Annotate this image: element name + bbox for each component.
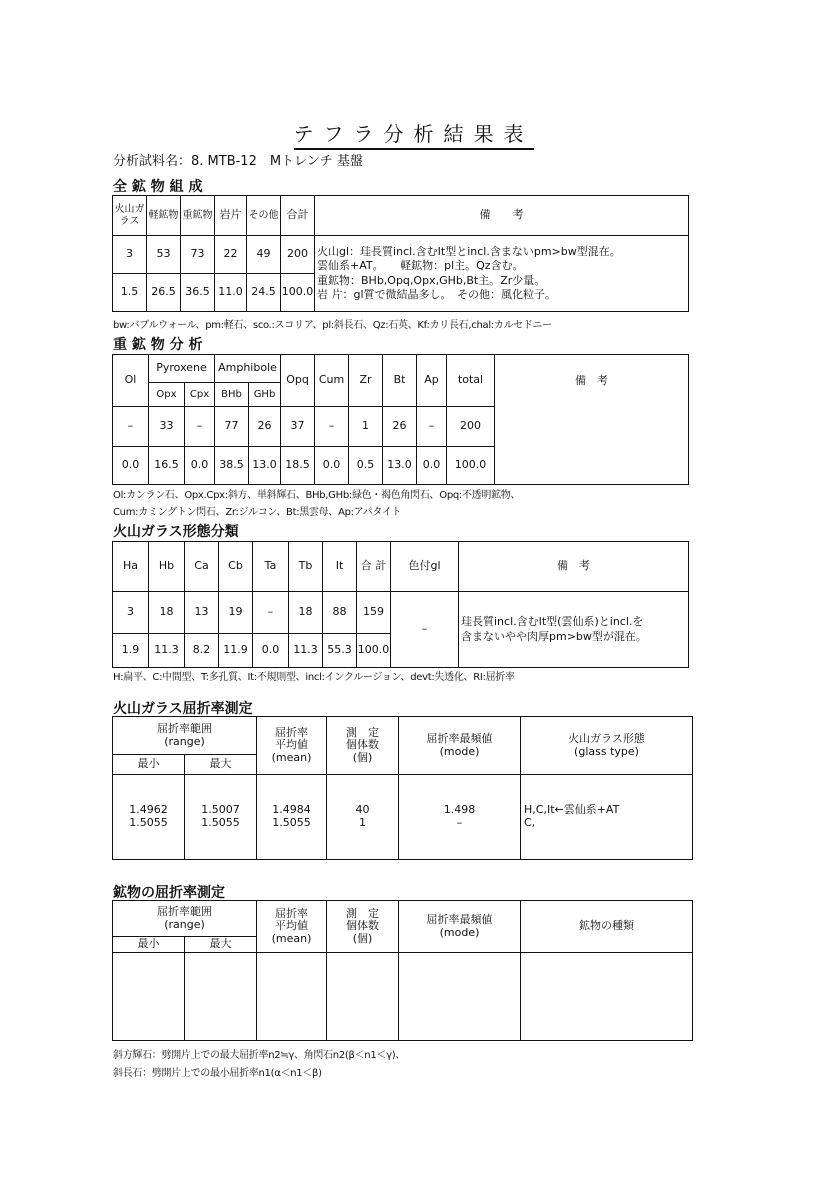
header-mean xyxy=(257,901,327,953)
cell: 18.5 xyxy=(281,447,315,485)
header-amphibole: Amphibole xyxy=(215,355,281,383)
header-mean xyxy=(257,717,327,775)
header-max: 最大 xyxy=(185,755,257,775)
header-remarks: 備 考 xyxy=(459,542,689,592)
mode-label: 屈折率最頻値 xyxy=(426,731,493,745)
cell: 0.0 xyxy=(417,447,447,485)
cell: 26.5 xyxy=(147,274,181,312)
cell: 3 xyxy=(113,592,149,634)
remarks-cell xyxy=(315,236,689,312)
glass-type-cell xyxy=(521,775,693,860)
cell: 77 xyxy=(215,407,249,447)
max-cell xyxy=(185,775,257,860)
header-volcanic-glass: 火山ガラス xyxy=(113,196,147,236)
page-title: テフラ分析結果表 xyxy=(0,118,827,147)
cell: 100.0 xyxy=(447,447,495,485)
header-count xyxy=(327,717,399,775)
cell: – xyxy=(185,407,215,447)
cell: 8.2 xyxy=(185,634,219,668)
mean-en-label: (mean) xyxy=(271,931,312,945)
count-label: 測 定 xyxy=(346,906,379,920)
count-label: (個) xyxy=(352,750,373,764)
header-ta: Ta xyxy=(253,542,289,592)
mode-cell xyxy=(399,775,521,860)
header-ap: Ap xyxy=(417,355,447,407)
range-en-label: (range) xyxy=(164,917,205,931)
cell: 3 xyxy=(113,236,147,274)
range-label: 屈折率範囲 xyxy=(157,904,212,918)
header-cum: Cum xyxy=(315,355,349,407)
cell: 159 xyxy=(357,592,391,634)
value: 1.498 xyxy=(443,803,476,817)
cell: 0.0 xyxy=(113,447,149,485)
header-tb: Tb xyxy=(289,542,323,592)
header-cb: Cb xyxy=(219,542,253,592)
header-light-mineral: 軽鉱物 xyxy=(147,196,181,236)
value: 1.4962 xyxy=(129,803,168,817)
header-range xyxy=(113,901,257,937)
empty-cell xyxy=(327,953,399,1041)
section-heading-glass-morphology: 火山ガラス形態分類 xyxy=(113,524,239,540)
value: H,C,It←雲仙系+AT xyxy=(524,803,620,817)
cell: 73 xyxy=(181,236,215,274)
cell: 11.3 xyxy=(289,634,323,668)
cell: 1.9 xyxy=(113,634,149,668)
legend-note: 斜方輝石：劈開片上での最大屈折率n2≒γ、角閃石n2(β＜n1＜γ)、 xyxy=(113,1050,406,1061)
cell: 38.5 xyxy=(215,447,249,485)
glass-morphology-table xyxy=(112,541,689,668)
mode-en-label: (mode) xyxy=(439,925,480,939)
mean-label: 屈折率 xyxy=(275,906,308,920)
cell: 0.0 xyxy=(315,447,349,485)
mean-label: 平均値 xyxy=(275,919,308,933)
header-ghb: GHb xyxy=(249,383,281,407)
cell: 200 xyxy=(447,407,495,447)
mean-cell xyxy=(257,775,327,860)
header-bhb: BHb xyxy=(215,383,249,407)
header-other: その他 xyxy=(247,196,281,236)
empty-cell xyxy=(113,953,185,1041)
colored-glass-cell: – xyxy=(391,592,459,668)
cell: 100.0 xyxy=(281,274,315,312)
cell: 36.5 xyxy=(181,274,215,312)
cell: 0.0 xyxy=(253,634,289,668)
header-total: 合計 xyxy=(281,196,315,236)
count-cell xyxy=(327,775,399,860)
header-max: 最大 xyxy=(185,937,257,953)
value: 1.5055 xyxy=(201,816,240,829)
count-label: 個体数 xyxy=(346,919,379,933)
mineral-refractive-index-table xyxy=(112,900,693,1041)
remark-line: 火山gl：珪長質incl.含むIt型とincl.含まないpm>bw型混在。 xyxy=(317,244,621,258)
cell: 37 xyxy=(281,407,315,447)
cell: 26 xyxy=(383,407,417,447)
cell: 0.0 xyxy=(185,447,215,485)
cell: – xyxy=(417,407,447,447)
remarks-cell xyxy=(459,592,689,668)
range-en-label: (range) xyxy=(164,734,205,748)
cell: 100.0 xyxy=(357,634,391,668)
mode-label: 屈折率最頻値 xyxy=(426,912,493,926)
value: C, xyxy=(524,816,536,829)
cell: 200 xyxy=(281,236,315,274)
header-cpx: Cpx xyxy=(185,383,215,407)
cell: 16.5 xyxy=(149,447,185,485)
total-mineral-table xyxy=(112,195,689,312)
header-bt: Bt xyxy=(383,355,417,407)
cell: 24.5 xyxy=(247,274,281,312)
remark-line: 重鉱物：BHb,Opq,Opx,GHb,Bt主。Zr少量。 xyxy=(317,273,546,287)
count-label: (個) xyxy=(352,931,373,945)
header-heavy-mineral: 重鉱物 xyxy=(181,196,215,236)
remark-line: 岩 片：gl質で微結晶多し。 その他：風化粒子。 xyxy=(317,287,557,301)
header-remarks: 備 考 xyxy=(315,196,689,236)
header-total: 合 計 xyxy=(357,542,391,592)
section-heading-mineral-refractive-index: 鉱物の屈折率測定 xyxy=(113,885,225,901)
remark-line: 含まないやや肉厚pm>bw型が混在。 xyxy=(461,629,647,643)
glass-type-label: 火山ガラス形態 xyxy=(568,731,645,745)
count-label: 測 定 xyxy=(346,725,379,739)
header-ha: Ha xyxy=(113,542,149,592)
legend-note: 斜長石：劈開片上での最小屈折率n1(α＜n1＜β) xyxy=(113,1068,322,1079)
section-heading-heavy-mineral: 重 鉱 物 分 析 xyxy=(113,337,203,353)
header-min: 最小 xyxy=(113,937,185,953)
legend-note: Ol:カンラン石、Opx.Cpx:斜方、単斜輝石、BHb,GHb:緑色・褐色角閃石、Opq:不透明鉱物、 xyxy=(113,490,521,501)
empty-cell xyxy=(399,953,521,1041)
header-mode xyxy=(399,717,521,775)
header-min: 最小 xyxy=(113,755,185,775)
cell: 1 xyxy=(349,407,383,447)
value: 1.5055 xyxy=(272,816,311,829)
cell: 55.3 xyxy=(323,634,357,668)
sample-name: 分析試料名：8. MTB-12 Mトレンチ 基盤 xyxy=(113,154,363,169)
empty-cell xyxy=(257,953,327,1041)
header-pyroxene: Pyroxene xyxy=(149,355,215,383)
cell: 19 xyxy=(219,592,253,634)
mean-label: 平均値 xyxy=(275,738,308,752)
legend-note: Cum:カミングトン閃石、Zr:ジルコン、Bt:黒雲母、Ap:アパタイト xyxy=(113,507,402,518)
header-it: It xyxy=(323,542,357,592)
empty-cell xyxy=(185,953,257,1041)
header-colored-glass: 色付gl xyxy=(391,542,459,592)
cell: 1.5 xyxy=(113,274,147,312)
count-label: 個体数 xyxy=(346,738,379,752)
cell: 49 xyxy=(247,236,281,274)
cell: 13.0 xyxy=(383,447,417,485)
cell: – xyxy=(253,592,289,634)
cell: 11.0 xyxy=(215,274,247,312)
cell: 0.5 xyxy=(349,447,383,485)
header-opq: Opq xyxy=(281,355,315,407)
cell: – xyxy=(315,407,349,447)
header-range xyxy=(113,717,257,755)
cell: 26 xyxy=(249,407,281,447)
glass-type-en-label: (glass type) xyxy=(574,744,639,758)
mean-en-label: (mean) xyxy=(271,750,312,764)
cell: 22 xyxy=(215,236,247,274)
heavy-mineral-table xyxy=(112,354,689,485)
section-heading-glass-refractive-index: 火山ガラス屈折率測定 xyxy=(113,701,253,717)
header-zr: Zr xyxy=(349,355,383,407)
value: 1.5055 xyxy=(129,816,168,829)
mode-en-label: (mode) xyxy=(439,744,480,758)
cell: 13 xyxy=(185,592,219,634)
value: 40 xyxy=(355,803,370,817)
value: 1.4984 xyxy=(272,803,311,817)
header-count xyxy=(327,901,399,953)
legend-note: bw:バブルウォール、pm:軽石、sco.:スコリア、pl:斜長石、Qz:石英、Kf:カリ長石,chal:カルセドニー xyxy=(113,320,552,331)
value: – xyxy=(456,816,463,829)
header-opx: Opx xyxy=(149,383,185,407)
cell: 88 xyxy=(323,592,357,634)
cell: 18 xyxy=(149,592,185,634)
value: 1 xyxy=(359,816,366,829)
cell: 18 xyxy=(289,592,323,634)
legend-note: H:扁平、C:中間型、T:多孔質、It:不規則型、incl:インクルージョン、devt:失透化、RI:屈折率 xyxy=(113,672,515,683)
cell: 11.9 xyxy=(219,634,253,668)
cell: – xyxy=(113,407,149,447)
cell: 53 xyxy=(147,236,181,274)
header-rock-fragment: 岩片 xyxy=(215,196,247,236)
range-label: 屈折率範囲 xyxy=(157,721,212,735)
header-hb: Hb xyxy=(149,542,185,592)
header-glass-type xyxy=(521,717,693,775)
cell: 13.0 xyxy=(249,447,281,485)
header-total: total xyxy=(447,355,495,407)
header-mode xyxy=(399,901,521,953)
glass-refractive-index-table xyxy=(112,716,693,860)
section-heading-total-mineral: 全 鉱 物 組 成 xyxy=(113,179,203,195)
header-remarks: 備 考 xyxy=(495,355,689,485)
min-cell xyxy=(113,775,185,860)
header-mineral-kind: 鉱物の種類 xyxy=(521,901,693,953)
header-ca: Ca xyxy=(185,542,219,592)
cell: 33 xyxy=(149,407,185,447)
remark-line: 珪長質incl.含むIt型(雲仙系)とincl.を xyxy=(461,615,644,629)
remark-line: 雲仙系+AT。 軽鉱物：pl主。Qz含む。 xyxy=(317,259,524,273)
empty-cell xyxy=(521,953,693,1041)
cell: 11.3 xyxy=(149,634,185,668)
value: 1.5007 xyxy=(201,803,240,817)
mean-label: 屈折率 xyxy=(275,725,308,739)
header-ol: Ol xyxy=(113,355,149,407)
